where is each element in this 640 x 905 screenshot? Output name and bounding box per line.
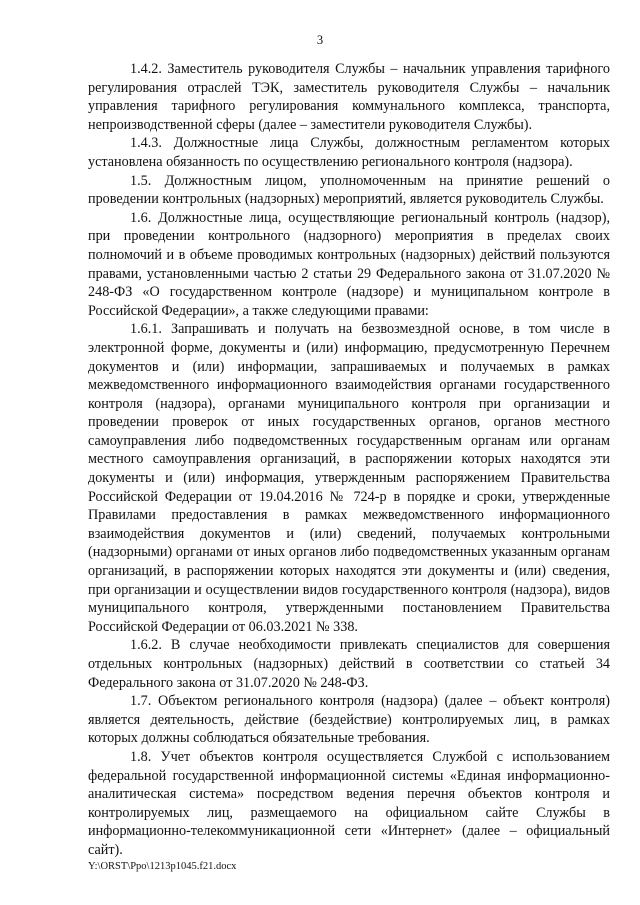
paragraph-1-5: 1.5. Должностным лицом, уполномоченным на принятие решений о проведении контрольных (надзорных) мероприятий, является руководитель Службы. bbox=[88, 172, 610, 208]
paragraph-1-4-2: 1.4.2. Заместитель руководителя Службы – начальник управления тарифного регулирования отраслей ТЭК, заместитель руководителя Службы – начальник управления тарифного регулирования коммунального комплекса, транспорта, непроизводственной сферы (далее – заместители руководителя Службы). bbox=[88, 61, 610, 133]
paragraph-1-4-3: 1.4.3. Должностные лица Службы, должностным регламентом которых установлена обязанность по осуществлению регионального контроля (надзора). bbox=[88, 135, 610, 170]
footer-file-path: Y:\ORST\Ppo\1213p1045.f21.docx bbox=[88, 861, 237, 872]
paragraph-1-7: 1.7. Объектом регионального контроля (надзора) (далее – объект контроля) является деятельность, действие (бездействие) контролируемых лиц, в рамках которых должны соблюдаться обязательные требования. bbox=[88, 693, 610, 747]
paragraph-1-6-2: 1.6.2. В случае необходимости привлекать специалистов для совершения отдельных контрольных (надзорных) действий в соответствии со статьей 34 Федерального закона от 31.07.2020 № 248-ФЗ. bbox=[88, 637, 610, 691]
page-number: 3 bbox=[316, 33, 324, 47]
paragraph-1-8: 1.8. Учет объектов контроля осуществляется Службой с использованием федеральной государственной информационной системы «Единая информационно-аналитическая система» посредством ведения перечня объектов контроля и контролируемых лиц, размещаемого на официальном сайте Службы в информационно-телекоммуникационной сети «Интернет» (далее – официальный сайт). bbox=[88, 748, 610, 858]
paragraph-1-6-1: 1.6.1. Запрашивать и получать на безвозмездной основе, в том числе в электронной форме, документы и (или) информацию, предусмотренную Перечнем документов и (или) информации, запрашиваемых и получаемых в рамках межведомственного информационного взаимодействия органами государственного контроля (надзора), органами муниципального контроля при организации и проведении проверок от иных государственных органов, органов местного самоуправления либо подведомственных государственным органам или органам местного самоуправления организаций, в распоряжении которых находятся эти документы и (или) информация, утвержденным распоряжением Правительства Российской Федерации от 19.04.2016 № 724-р в порядке и сроки, утвержденные Правилами предоставления в рамках межведомственного информационного взаимодействия документов и (или) сведений, получаемых контрольными (надзорными) органами от иных органов либо подведомственных указанным органам организаций, в распоряжении которых находятся эти документы и (или) сведения, при организации и осуществлении видов государственного контроля (надзора), видов муниципального контроля, утвержденными постановлением Правительства Российской Федерации от 06.03.2021 № 338. bbox=[88, 321, 610, 635]
paragraph-1-6: 1.6. Должностные лица, осуществляющие региональный контроль (надзор), при проведении контрольного (надзорного) мероприятия в пределах своих полномочий и в объеме проводимых контрольных (надзорных) действий пользуются правами, установленными частью 2 статьи 29 Федерального закона от 31.07.2020 № 248-ФЗ «О государственном контроле (надзоре) и муниципальном контроле в Российской Федерации», а также следующими правами: bbox=[88, 209, 610, 319]
document-body bbox=[88, 60, 610, 860]
